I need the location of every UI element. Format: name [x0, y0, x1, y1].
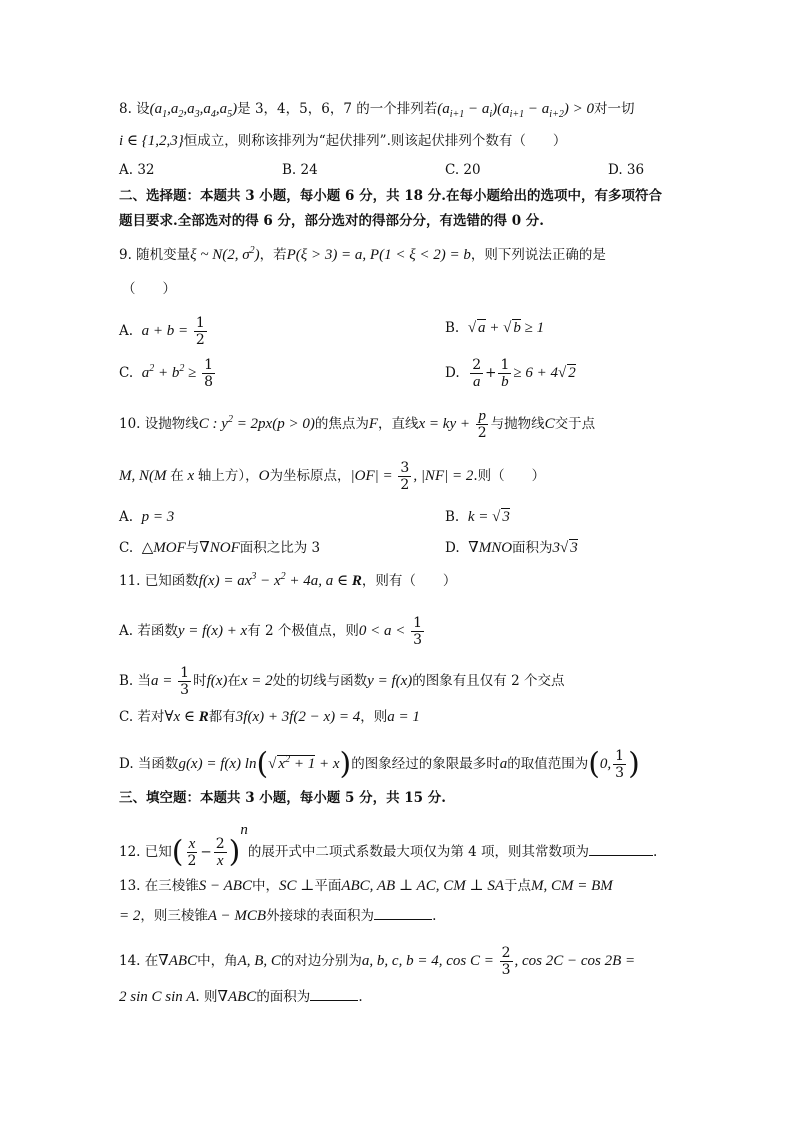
q9-option-d: D. $\frac{2}{a}$ + $\frac{1}{b}$ ≥ 6 + 4√ 2 — [445, 357, 576, 390]
q14-answer-blank[interactable] — [310, 986, 358, 1001]
q9-option-a: A. a + b = $\frac{1}{2}$ — [119, 315, 205, 348]
section2-heading-line2: 题目要求.全部选对的得 6 分，部分选对的得部分分，有选错的得 0 分. — [119, 213, 544, 229]
q8-option-c: C. 20 — [445, 162, 481, 178]
q12-answer-blank[interactable] — [589, 841, 653, 856]
q13-line1: 13. 在三棱锥S − ABC中，SC ⊥平面ABC, AB ⊥ AC, CM ⊥ SA于点M, CM = BM — [119, 878, 613, 894]
q9-paren: （ ） — [122, 281, 176, 297]
math-distribution: ξ ~ N(2, $\sigma^2$) — [190, 245, 260, 263]
q10-option-b: B. k = √ 3 — [445, 509, 510, 525]
q11-option-d: D. 当函数g(x) = f(x) ln(√ $x^2 + 1 + x$)的图象经过的象限最多时a的取值范围为(0, $\frac{1}{3}$ ) — [119, 746, 640, 782]
q11-option-b: B. 当a = $\frac{1}{3}$ 时f(x)在x = 2处的切线与函数y = f(x)的图象有且仅有 2 个交点 — [119, 665, 565, 698]
math-probabilities: P(ξ > 3) = a, P(1 < ξ < 2) = b — [286, 247, 471, 263]
q11-stem: 11. 已知函数$f(x) = ax^3 - x^2 + 4a$, a ∈ R，则有（ ） — [119, 571, 457, 589]
q12-stem: 12. 已知( $\frac{x}{2}$ − $\frac{2}{x}$ )$^n$的展开式中二项式系数最大项仅为第 4 项，则其常数项为 . — [119, 822, 658, 870]
q9-stem: 9. 随机变量ξ ~ N(2, $\sigma^2$)，若P(ξ > 3) = a, P(1 < ξ < 2) = b，则下列说法正确的是 — [119, 245, 606, 263]
q10-option-c: C. △MOF与∇NOF面积之比为 3 — [119, 540, 321, 556]
q8-line1: 8. 设$(a_1,a_2,a_3,a_4,a_5)$是 3，4，5，6，7 的一个排列若$(a_{i+1} - a_i)(a_{i+1} - a_{i+2}) > 0$对一切 — [119, 101, 635, 120]
q9-option-b: B. √ a + √ b ≥ 1 — [445, 320, 545, 336]
q8-option-a: A. 32 — [119, 162, 155, 178]
q14-line2: 2 sin C sin A. 则∇ABC的面积为 . — [119, 986, 363, 1007]
q10-option-a: A. p = 3 — [119, 509, 175, 525]
math-condition: $(a_{i+1} - a_i)(a_{i+1} - a_{i+2}) > 0$ — [437, 101, 594, 120]
q11-option-c: C. 若对∀x ∈ R都有3f(x) + 3f(2 − x) = 4，则a = 1 — [119, 709, 420, 725]
q10-line2: M, N(M 在 x 轴上方），O为坐标原点，|OF| = $\frac{3}{2}$ , |NF| = 2.则（ ） — [119, 460, 546, 493]
q14-line1: 14. 在∇ABC中，角A, B, C的对边分别为a, b, c, b = 4, cos C = $\frac{2}{3}$ , cos 2C − cos 2B = — [119, 945, 636, 978]
section3-heading: 三、填空题：本题共 3 小题，每小题 5 分，共 15 分. — [119, 790, 446, 806]
q11-option-a: A. 若函数y = f(x) + x有 2 个极值点，则0 < a < $\frac{1}{3}$ — [119, 615, 423, 648]
section2-heading-line1: 二、选择题：本题共 3 小题，每小题 6 分，共 18 分.在每小题给出的选项中，有多项符合 — [119, 188, 662, 204]
q10-stem: 10. 设抛物线C : $y^2 = 2px(p > 0)$的焦点为F，直线x = ky + $\frac{p}{2}$ 与抛物线C交于点 — [119, 408, 596, 441]
q8-option-b: B. 24 — [282, 162, 318, 178]
q8-line2: i ∈ {1,2,3}恒成立，则称该排列为“起伏排列”.则该起伏排列个数有（ ） — [119, 133, 567, 149]
q8-option-d: D. 36 — [608, 162, 645, 178]
q13-answer-blank[interactable] — [374, 905, 432, 920]
q13-line2: = 2，则三棱锥A − MCB外接球的表面积为 . — [119, 905, 436, 926]
math-sequence: $(a_1,a_2,a_3,a_4,a_5)$ — [149, 101, 238, 120]
q10-option-d: D. ∇MNO面积为3√ 3 — [445, 540, 578, 556]
math-index-set: i ∈ {1,2,3} — [119, 133, 184, 149]
q9-option-c: C. $a^2 + b^2$ ≥ $\frac{1}{8}$ — [119, 357, 214, 390]
